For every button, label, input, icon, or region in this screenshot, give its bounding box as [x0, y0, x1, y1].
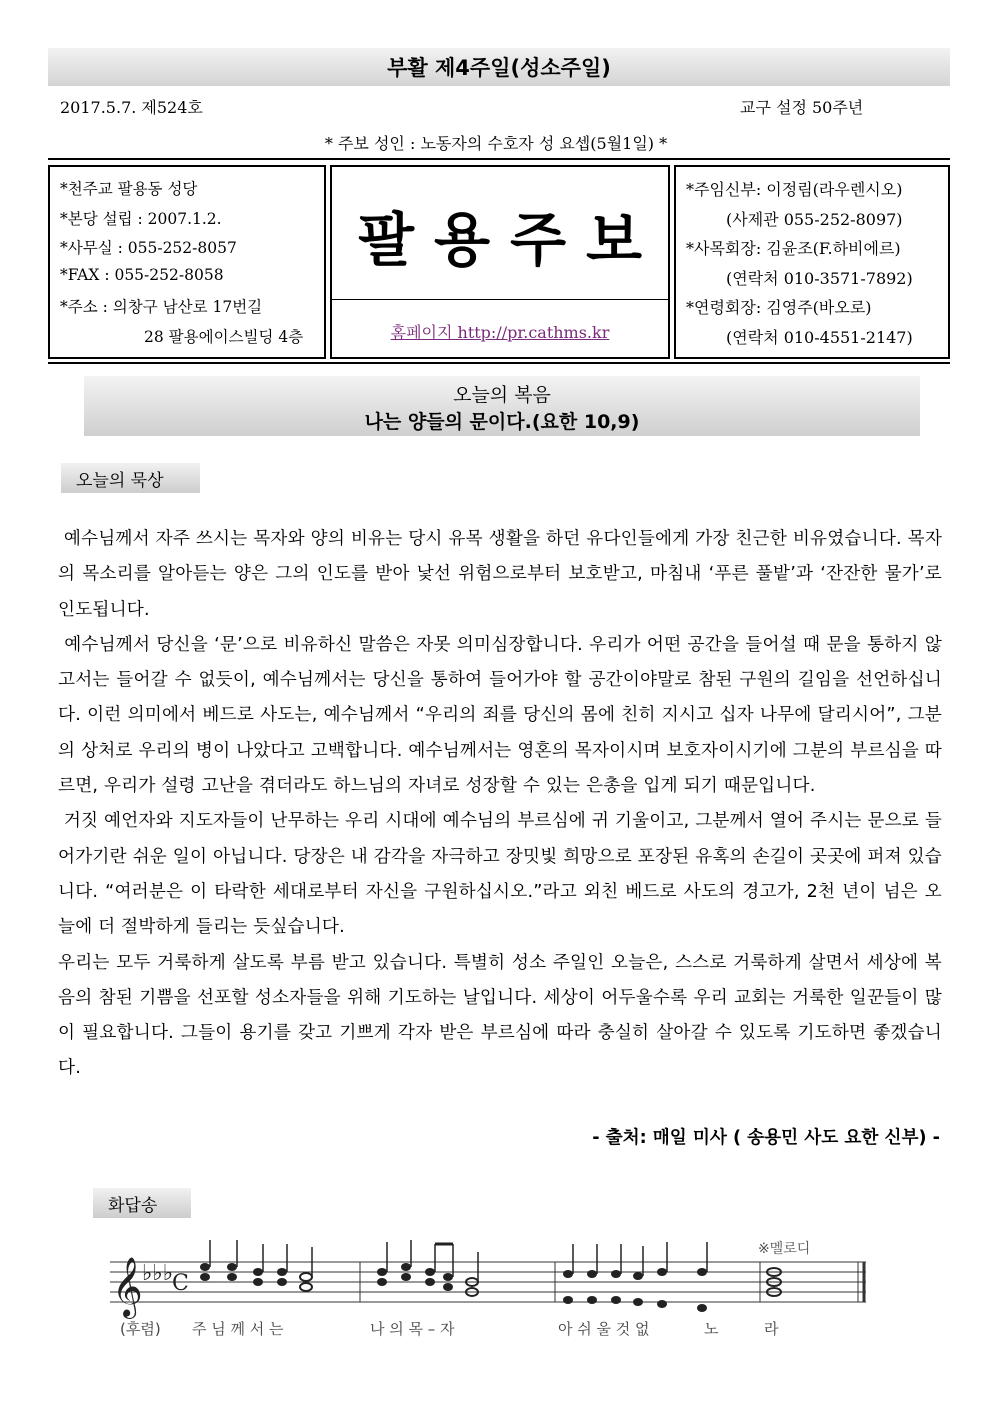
note-stems	[210, 1240, 707, 1282]
masthead-title: 팔용주보	[357, 206, 663, 274]
masthead-box	[330, 165, 670, 359]
staff-line: (연락처 010-3571-7892)	[726, 268, 913, 288]
parish-line: 28 팔용에이스빌딩 4층	[144, 327, 304, 346]
flat-icon: ♭♭♭	[142, 1261, 174, 1286]
psalm-lyric: 노	[704, 1320, 719, 1338]
meditation-paragraph: 거짓 예언자와 지도자들이 난무하는 우리 시대에 예수님의 부르심에 귀 기울이고, 그분께서 열어 주시는 문으로 들어가기란 쉬운 일이 아닙니다. 당장은 내 감각을 자극하고 장밋빛 희망으로 포장된 유혹의 손길이 곳곳에 퍼져 있습니다. “여러분은 이 타락한 세대로부터 자신을 구원하십시오.”라고 외친 베드로 사도의 경고가, 2천 년이 넘은 오늘에 더 절박하게 들리는 듯싶습니다.	[58, 811, 943, 938]
psalm-lyric: 나 의 목 – 자	[370, 1320, 455, 1338]
psalm-lyric: 아 쉬 울 것 없	[558, 1320, 650, 1338]
parish-line: *사무실 : 055-252-8057	[60, 239, 237, 257]
page-title: 부활 제4주일(성소주일)	[48, 48, 950, 86]
meditation-label: 오늘의 묵상	[61, 463, 200, 493]
psalm-label: 화답송	[93, 1188, 191, 1218]
staff-line: (연락처 010-4551-2147)	[726, 327, 913, 347]
gospel-verse: 나는 양들의 문이다.(요한 10,9)	[364, 411, 640, 433]
homepage-link[interactable]: 홈페이지 http://pr.cathms.kr	[390, 323, 610, 342]
psalm-lyric: 라	[764, 1320, 779, 1338]
staff-line: *사목회장: 김윤조(F.하비에르)	[686, 239, 901, 258]
meditation-source: - 출처: 매일 미사 ( 송용민 사도 요한 신부) -	[592, 1128, 940, 1148]
parish-line: *본당 설립 : 2007.1.2.	[60, 209, 222, 228]
patron-saint: * 주보 성인 : 노동자의 수호자 성 요셉(5월1일) *	[324, 134, 668, 153]
melody-note: ※멜로디	[758, 1241, 811, 1257]
staff-line: *주임신부: 이정림(라우렌시오)	[686, 180, 903, 199]
meditation-body	[58, 522, 942, 1087]
header-bottom-divider	[48, 362, 950, 364]
masthead-divider	[332, 299, 668, 300]
parish-line: *주소 : 의창구 남산로 17번길	[60, 298, 263, 316]
gospel-banner	[84, 376, 920, 436]
parish-line: *천주교 팔용동 성당	[60, 180, 198, 198]
top-divider	[48, 158, 950, 160]
staff-line: *연령회장: 김영주(바오로)	[686, 298, 872, 317]
gospel-heading: 오늘의 복음	[453, 384, 551, 406]
diocese-anniversary: 교구 설정 50주년	[740, 98, 864, 117]
issue-number: 2017.5.7. 제524호	[60, 98, 203, 117]
treble-clef-icon: 𝄞	[112, 1257, 143, 1317]
psalm-lyric: (후렴)	[120, 1320, 161, 1338]
staff-info-box	[674, 165, 950, 359]
psalm-lyric: 주 님 께 서 는	[192, 1320, 284, 1338]
meditation-paragraph: 예수님께서 당신을 ‘문’으로 비유하신 말씀은 자못 의미심장합니다. 우리가 어떤 공간을 들어설 때 문을 통하지 않고서는 들어갈 수 없듯이, 예수님께서는 당신을 통하여 들어가야 할 공간이야말로 참된 구원의 길임을 선언하십니다. 이런 의미에서 베드로 사도는, 예수님께서 “우리의 죄를 당신의 몸에 친히 지시고 십자 나무에 달리시어”, 그분의 상처로 우리의 병이 나았다고 고백합니다. 예수님께서는 영혼의 목자이시며 보호자이시기에 그분의 부르심을 따르면, 우리가 설령 고난을 겪더라도 하느님의 자녀로 성장할 수 있는 은총을 입게 되기 때문입니다.	[58, 634, 942, 797]
time-signature-icon: C	[172, 1271, 189, 1296]
meditation-paragraph: 예수님께서 자주 쓰시는 목자와 양의 비유는 당시 유목 생활을 하던 유다인들에게 가장 친근한 비유였습니다. 목자의 목소리를 알아듣는 양은 그의 인도를 받아 낯선 위험으로부터 보호받고, 마침내 ‘푸른 풀밭’과 ‘잔잔한 물가’로 인도됩니다.	[58, 529, 943, 620]
meditation-paragraph: 우리는 모두 거룩하게 살도록 부름 받고 있습니다. 특별히 성소 주일인 오늘은, 스스로 거룩하게 살면서 세상에 복음의 참된 기쁨을 선포할 성소자들을 위해 기도하는 날입니다. 세상이 어두울수록 우리 교회는 거룩한 일꾼들이 많이 필요합니다. 그들이 용기를 갖고 기쁘게 각자 받은 부르심에 따라 충실히 살아갈 수 있도록 기도하면 좋겠습니다.	[58, 952, 942, 1079]
parish-line: *FAX : 055-252-8058	[60, 265, 224, 284]
parish-info-box	[48, 165, 326, 359]
staff-line: (사제관 055-252-8097)	[726, 209, 903, 229]
